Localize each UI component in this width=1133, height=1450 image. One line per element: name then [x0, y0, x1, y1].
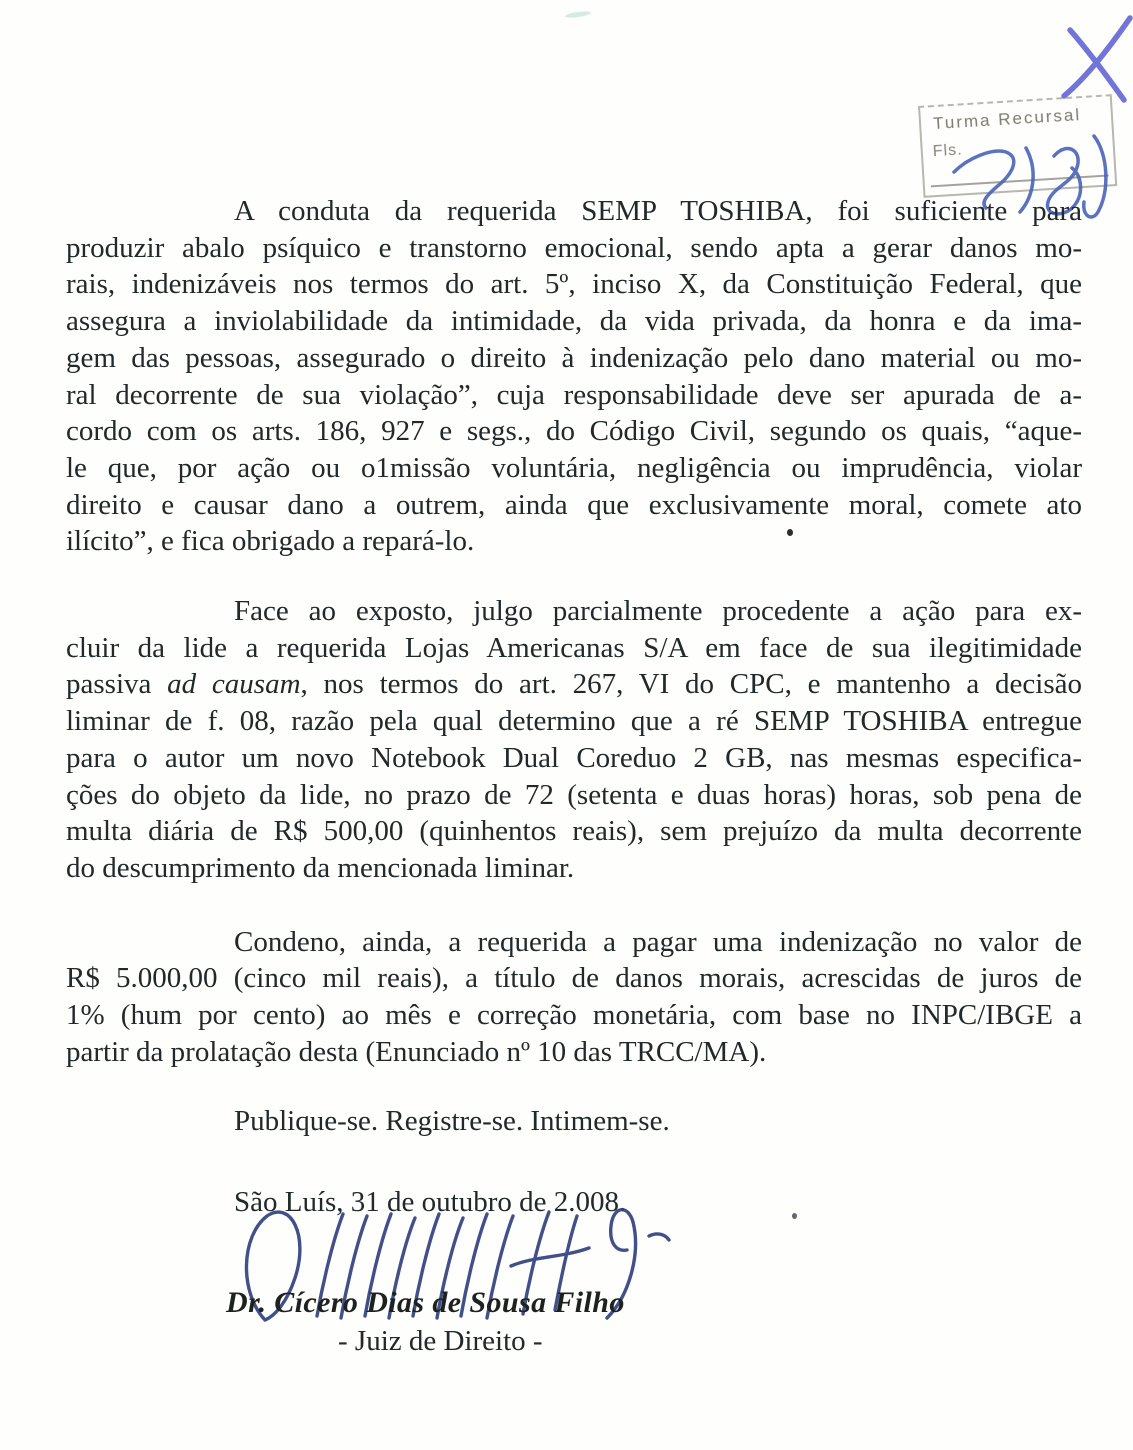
text-line: ilícito”, e fica obrigado a repará-lo. [66, 525, 475, 558]
stamp-title: Turma Recursal [932, 105, 1082, 134]
text-line: Publique-se. Registre-se. Intimem-se. [234, 1105, 670, 1138]
text-line: cordo com os arts. 186, 927 e segs., do Código Civil, segundo os quais, “aque- [66, 415, 1082, 448]
text-line: liminar de f. 08, razão pela qual determino que a ré SEMP TOSHIBA entregue [66, 705, 1082, 738]
text-line: direito e causar dano a outrem, ainda que exclusivamente moral, comete ato [66, 488, 1082, 521]
text-line: multa diária de R$ 500,00 (quinhentos reais), sem prejuízo da multa decorrente [66, 815, 1082, 848]
text-line: passiva ad causam, nos termos do art. 267, VI do CPC, e mantenho a decisão [66, 668, 1082, 701]
paragraph [66, 924, 1082, 1071]
judge-role: - Juiz de Direito - [338, 1325, 543, 1357]
scan-smudge [565, 10, 591, 19]
stray-ink-dot [792, 1213, 797, 1219]
text-line: partir da prolatação desta (Enunciado nº 10 das TRCC/MA). [66, 1035, 767, 1068]
paragraph [66, 1103, 1082, 1140]
text-line: le que, por ação ou o1missão voluntária, negligência ou imprudência, violar [66, 451, 1082, 484]
text-line: A conduta da requerida SEMP TOSHIBA, foi suficiente para [234, 195, 1082, 227]
paragraph [66, 193, 1082, 560]
text-line: do descumprimento da mencionada liminar. [66, 851, 575, 884]
text-line: São Luís, 31 de outubro de 2.008. [234, 1186, 627, 1219]
text-line: R$ 5.000,00 (cinco mil reais), a título de danos morais, acrescidas de juros de [66, 962, 1082, 995]
text-line: Face ao exposto, julgo parcialmente procedente a ação para ex- [234, 595, 1082, 628]
judge-name: Dr. Cícero Dias de Sousa Filho [226, 1286, 625, 1319]
text-line: produzir abalo psíquico e transtorno emocional, sendo apta a gerar danos mo- [66, 231, 1082, 264]
paragraph [66, 593, 1082, 887]
text-line: assegura a inviolabilidade da intimidade, da vida privada, da honra e da ima- [66, 305, 1082, 338]
text-line: cluir da lide a requerida Lojas Americanas S/A em face de sua ilegitimidade [66, 631, 1082, 664]
document-paragraphs [66, 193, 1082, 1221]
text-line: gem das pessoas, assegurado o direito à indenização pelo dano material ou mo- [66, 341, 1082, 374]
stray-ink-dot [787, 529, 793, 536]
text-line: 1% (hum por cento) ao mês e correção monetária, com base no INPC/IBGE a [66, 999, 1082, 1032]
text-line: rais, indenizáveis nos termos do art. 5º, inciso X, da Constituição Federal, que [66, 268, 1082, 301]
text-line: ral decorrente de sua violação”, cuja responsabilidade deve ser apurada de a- [66, 378, 1082, 411]
text-line: para o autor um novo Notebook Dual Coreduo 2 GB, nas mesmas especifica- [66, 741, 1082, 774]
text-line: Condeno, ainda, a requerida a pagar uma indenização no valor de [234, 925, 1082, 958]
stamp-fls-label: Fls. [932, 141, 964, 161]
text-line: ções do objeto da lide, no prazo de 72 (setenta e duas horas) horas, sob pena de [66, 778, 1082, 811]
